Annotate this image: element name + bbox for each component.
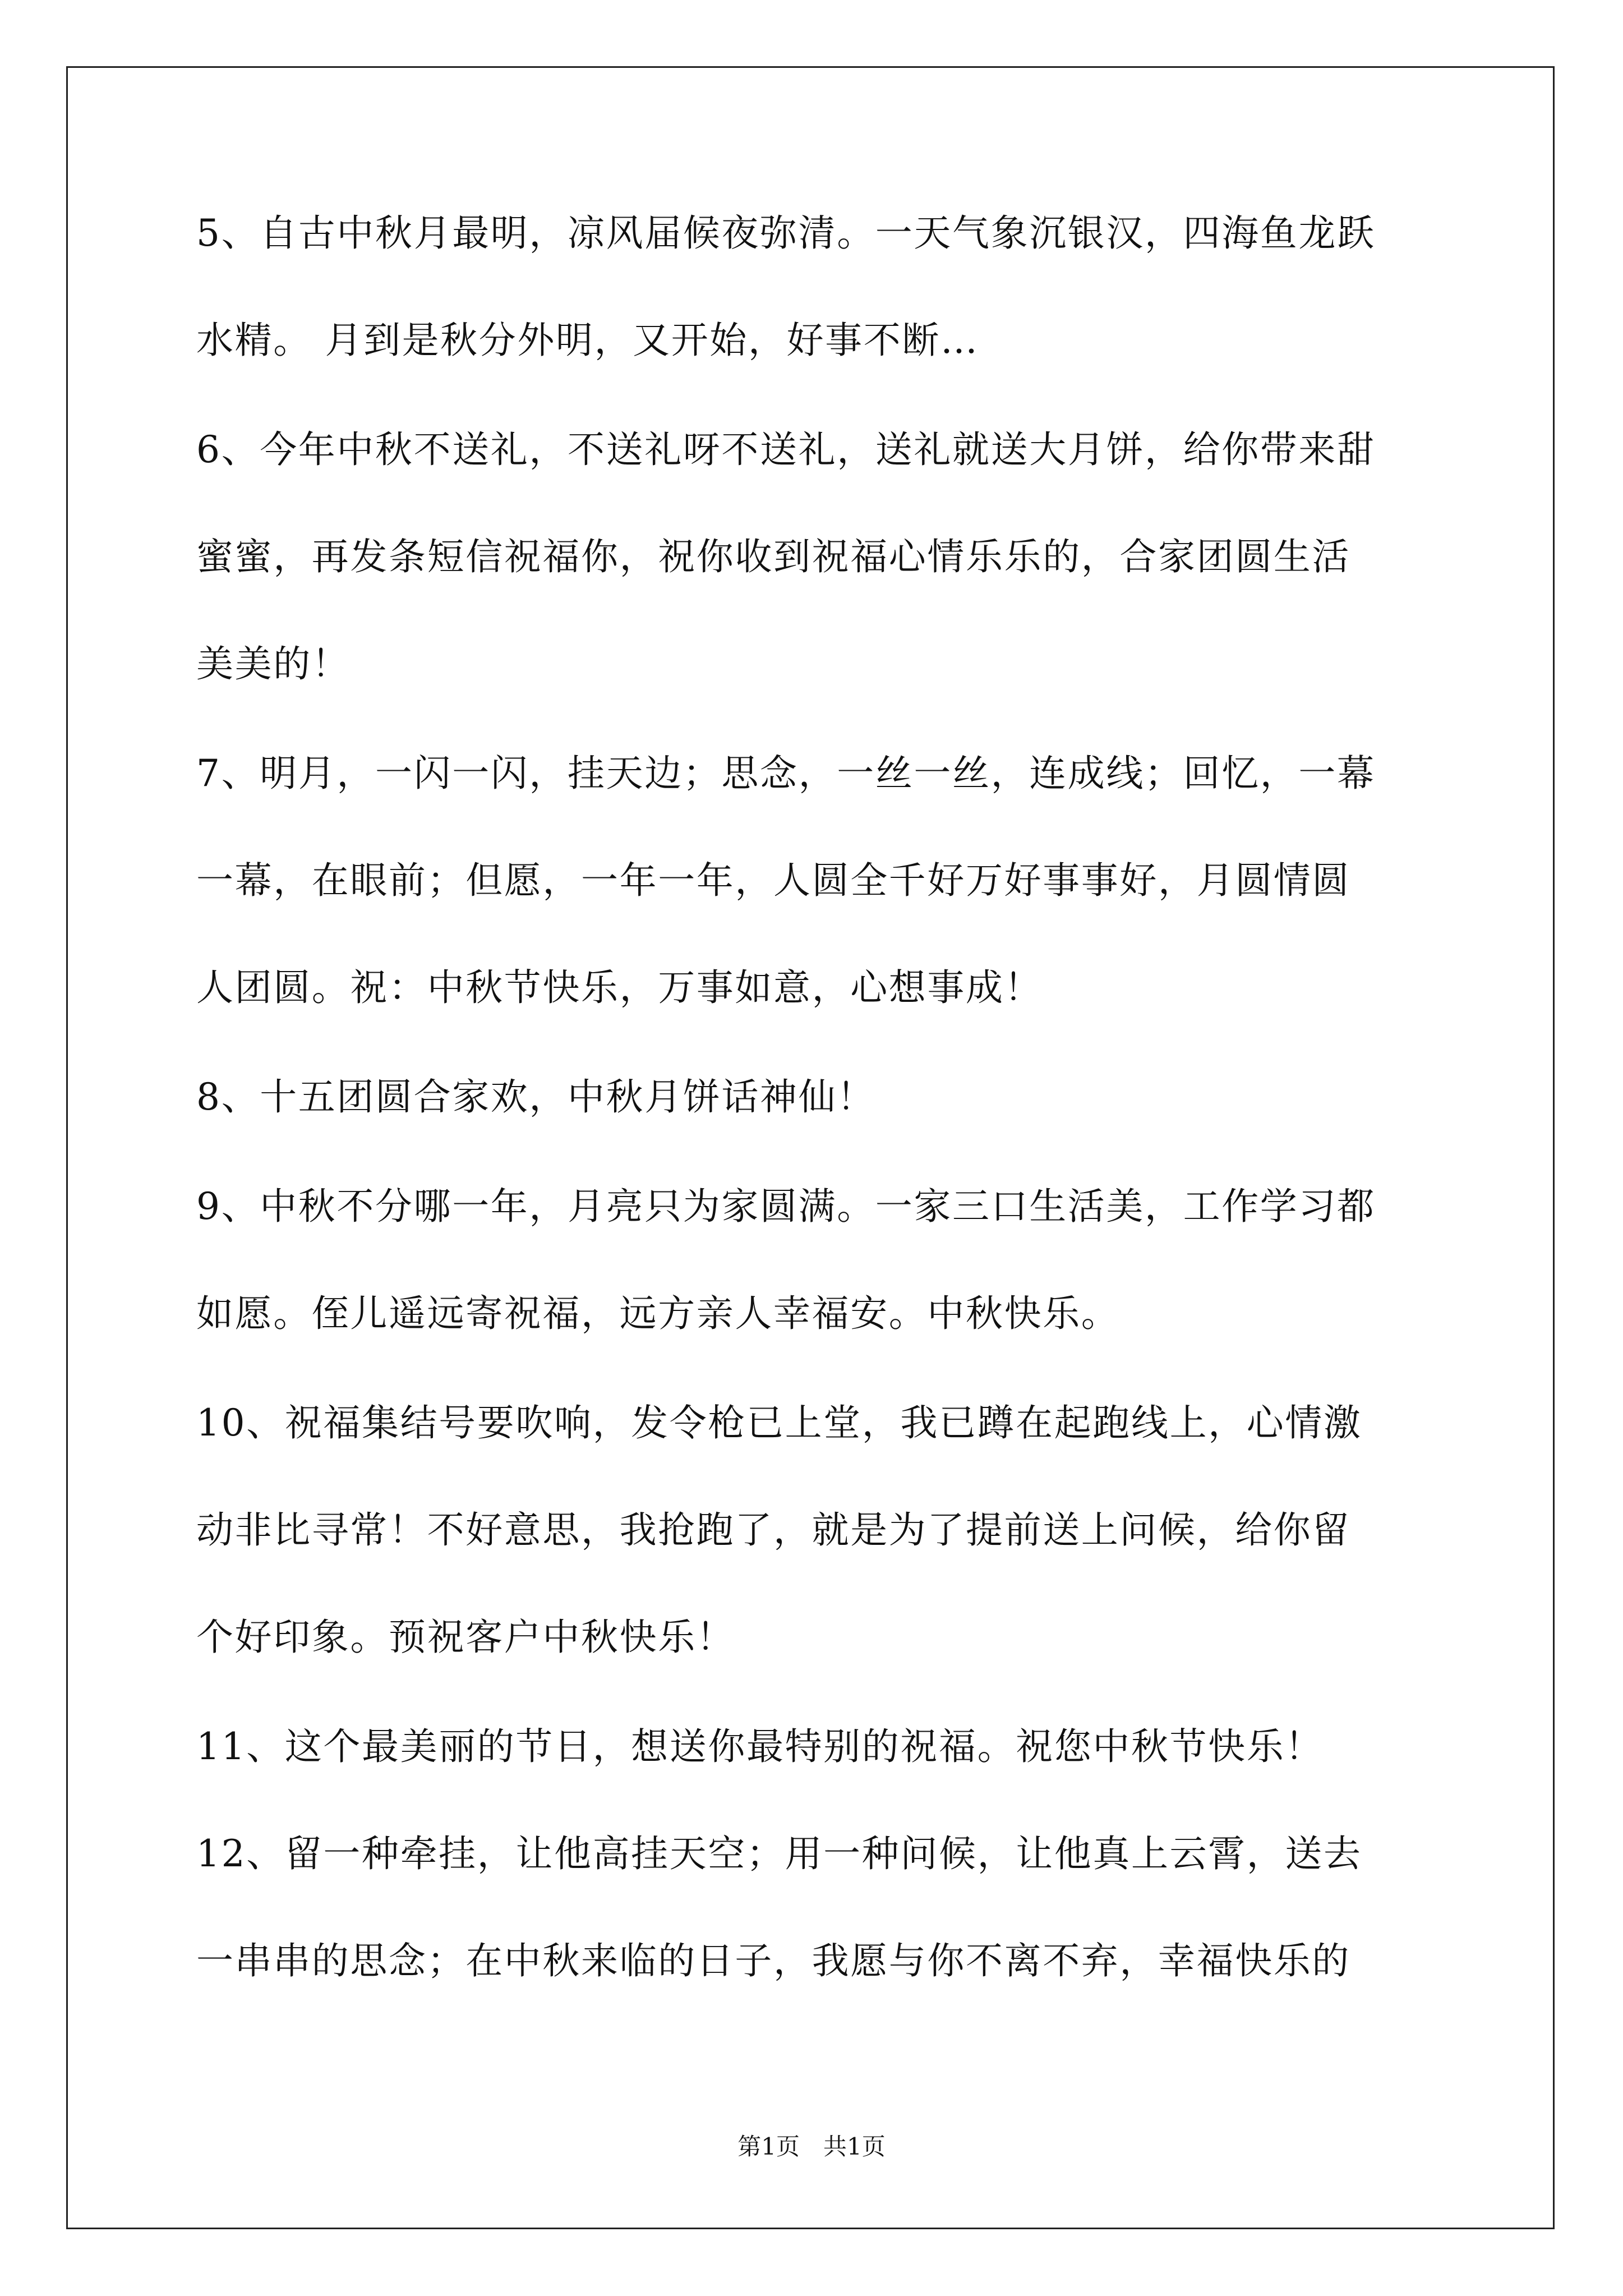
text-line: 如愿。侄儿遥远寄祝福，远方亲人幸福安。中秋快乐。: [196, 1292, 1120, 1335]
page-footer: 第1页 共1页: [737, 2133, 886, 2160]
text-line: 蜜蜜，再发条短信祝福你，祝你收到祝福心情乐乐的，合家团圆生活: [196, 535, 1350, 578]
text-line: 9、中秋不分哪一年，月亮只为家圆满。一家三口生活美，工作学习都: [196, 1185, 1376, 1228]
text-line: 个好印象。预祝客户中秋快乐！: [196, 1616, 735, 1659]
text-line: 一串串的思念；在中秋来临的日子，我愿与你不离不弃，幸福快乐的: [196, 1939, 1350, 1982]
text-line: 6、今年中秋不送礼，不送礼呀不送礼，送礼就送大月饼，给你带来甜: [196, 428, 1376, 471]
text-line: 10、祝福集结号要吹响，发令枪已上堂，我已蹲在起跑线上，心情激: [196, 1401, 1362, 1444]
text-line: 11、这个最美丽的节日，想送你最特别的祝福。祝您中秋节快乐！: [196, 1725, 1324, 1768]
text-line: 人团圆。祝：中秋节快乐，万事如意，心想事成！: [196, 966, 1043, 1009]
text-line: 水精。 月到是秋分外明，又开始，好事不断…: [196, 319, 979, 362]
text-line: 8、十五团圆合家欢，中秋月饼话神仙！: [196, 1075, 875, 1119]
text-line: 12、留一种牵挂，让他高挂天空；用一种问候，让他真上云霄，送去: [196, 1832, 1362, 1875]
text-line: 美美的！: [196, 642, 351, 685]
text-line: 5、自古中秋月最明，凉风届候夜弥清。一天气象沉银汉，四海鱼龙跃: [196, 211, 1376, 255]
page-frame: [66, 66, 1555, 2229]
text-line: 一幕，在眼前；但愿，一年一年，人圆全千好万好事事好，月圆情圆: [196, 859, 1350, 902]
text-line: 7、明月，一闪一闪，挂天边；思念，一丝一丝，连成线；回忆，一幕: [196, 752, 1376, 795]
text-line: 动非比寻常！不好意思，我抢跑了，就是为了提前送上问候，给你留: [196, 1508, 1350, 1552]
